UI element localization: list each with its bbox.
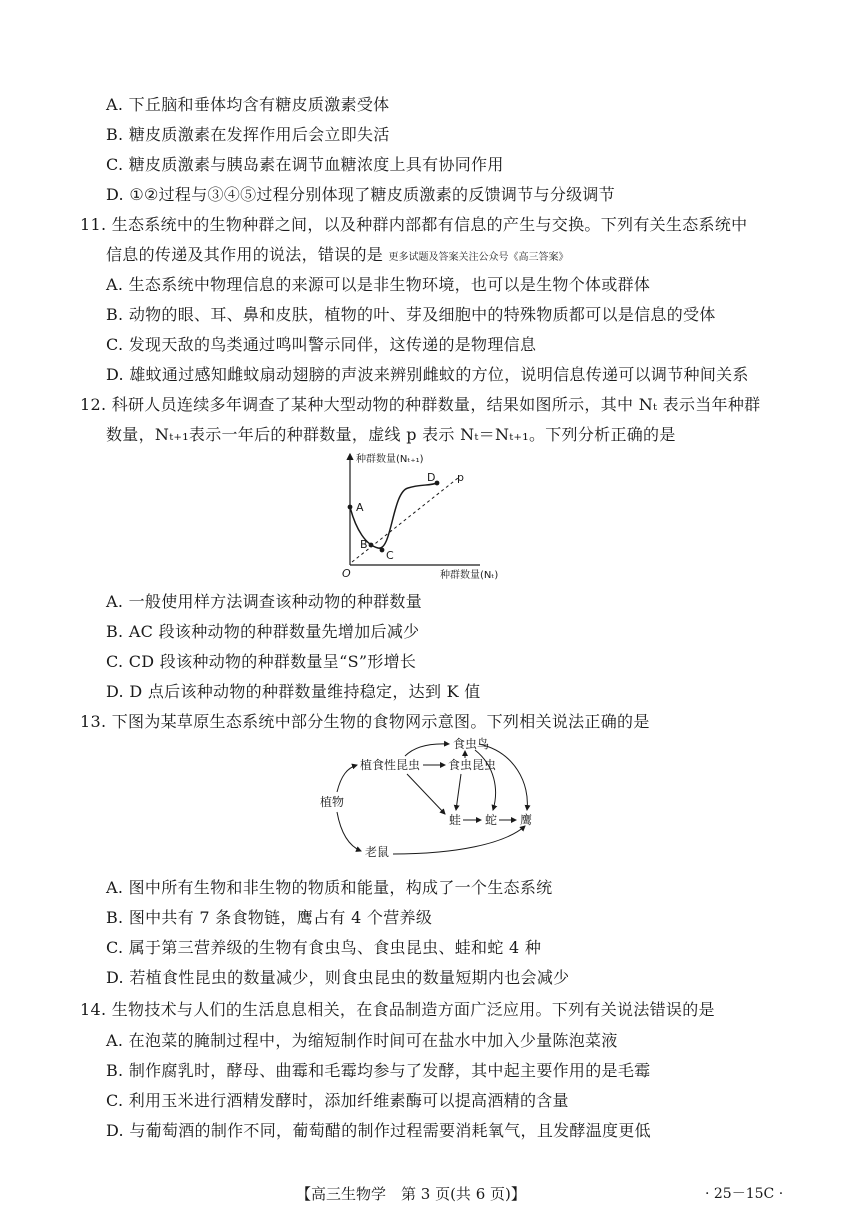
q10-option-c: C. 糖皮质激素与胰岛素在调节血糖浓度上具有协同作用	[106, 155, 504, 174]
node-frog: 蛙	[449, 813, 462, 827]
q10-option-b: B. 糖皮质激素在发挥作用后会立即失活	[106, 125, 390, 144]
page-footer-code: · 25－15C ·	[705, 1186, 784, 1202]
q12-stem-line2: 数量，Nₜ₊₁表示一年后的种群数量，虚线 p 表示 Nₜ＝Nₜ₊₁。下列分析正确的是	[106, 425, 676, 444]
q13-stem-line1: 13. 下图为某草原生态系统中部分生物的食物网示意图。下列相关说法正确的是	[80, 712, 650, 731]
node-insect-bird: 食虫鸟	[453, 737, 490, 751]
q11-stem-line1: 11. 生态系统中的生物种群之间，以及种群内部都有信息的产生与交换。下列有关生态系统中	[80, 215, 748, 234]
node-mouse: 老鼠	[365, 845, 390, 859]
x-axis-label: 种群数量(Nₜ)	[440, 570, 499, 581]
q10-option-d: D. ①②过程与③④⑤过程分别体现了糖皮质激素的反馈调节与分级调节	[106, 185, 616, 204]
point-b-dot	[369, 543, 374, 548]
node-eagle: 鹰	[520, 813, 533, 827]
q10-option-a: A. 下丘脑和垂体均含有糖皮质激素受体	[106, 95, 390, 114]
arrow-insecteater-frog	[456, 774, 461, 810]
point-d-label: D	[427, 471, 436, 484]
q11-option-a: A. 生态系统中物理信息的来源可以是非生物环境，也可以是生物个体或群体	[106, 275, 651, 294]
q14-option-c: C. 利用玉米进行酒精发酵时，添加纤维素酶可以提高酒精的含量	[106, 1091, 569, 1110]
q14-option-b: B. 制作腐乳时，酵母、曲霉和毛霉均参与了发酵，其中起主要作用的是毛霉	[106, 1061, 651, 1080]
q13-option-d: D. 若植食性昆虫的数量减少，则食虫昆虫的数量短期内也会减少	[106, 968, 570, 987]
q13-option-b: B. 图中共有 7 条食物链，鹰占有 4 个营养级	[106, 908, 433, 927]
q11-option-d: D. 雄蚊通过感知雌蚊扇动翅膀的声波来辨别雌蚊的方位，说明信息传递可以调节种间关系	[106, 365, 749, 384]
p-label: p	[457, 471, 464, 484]
arrow-plant-mouse	[337, 812, 361, 851]
q12-option-c: C. CD 段该种动物的种群数量呈“S”形增长	[106, 652, 417, 671]
q12-option-b: B. AC 段该种动物的种群数量先增加后减少	[106, 622, 420, 641]
q11-option-b: B. 动物的眼、耳、鼻和皮肤，植物的叶、芽及细胞中的特殊物质都可以是信息的受体	[106, 305, 716, 324]
arrow-herb-bird	[405, 744, 449, 756]
q12-option-a: A. 一般使用样方法调查该种动物的种群数量	[106, 592, 423, 611]
arrow-herb-frog	[407, 774, 445, 814]
p-line	[352, 478, 458, 562]
food-web-diagram	[315, 734, 555, 864]
point-a-label: A	[356, 501, 364, 514]
q11-stem-line2	[106, 245, 569, 268]
q11-stem-text: 信息的传递及其作用的说法，错误的是	[106, 245, 384, 264]
q11-ad-text: 更多试题及答案关注公众号《高三答案》	[388, 252, 569, 263]
q14-stem-line1: 14. 生物技术与人们的生活息息相关，在食品制造方面广泛应用。下列有关说法错误的是	[80, 1000, 715, 1019]
point-c-dot	[380, 548, 385, 553]
q12-stem-line1: 12. 科研人员连续多年调查了某种大型动物的种群数量，结果如图所示，其中 Nₜ 表示当年种群	[80, 395, 761, 414]
origin-label: O	[342, 567, 351, 580]
y-axis-label: 种群数量(Nₜ₊₁)	[356, 454, 424, 465]
population-graph	[330, 450, 530, 590]
arrow-plant-herb	[337, 765, 357, 792]
node-insect-eater: 食虫昆虫	[448, 758, 497, 772]
node-snake: 蛇	[485, 813, 498, 827]
q14-option-d: D. 与葡萄酒的制作不同，葡萄醋的制作过程需要消耗氧气，且发酵温度更低	[106, 1121, 651, 1140]
q11-option-c: C. 发现天敌的鸟类通过鸣叫警示同伴，这传递的是物理信息	[106, 335, 537, 354]
node-herb-insect: 植食性昆虫	[360, 758, 421, 772]
arrow-mouse-eagle	[393, 826, 525, 854]
point-c-label: C	[386, 549, 394, 562]
arrow-bird-eagle	[479, 744, 527, 810]
q13-option-a: A. 图中所有生物和非生物的物质和能量，构成了一个生态系统	[106, 878, 553, 897]
page-footer-title: 【高三生物学 第 3 页(共 6 页)】	[296, 1185, 526, 1203]
q14-option-a: A. 在泡菜的腌制过程中，为缩短制作时间可在盐水中加入少量陈泡菜液	[106, 1031, 618, 1050]
point-b-label: B	[360, 538, 368, 551]
q13-option-c: C. 属于第三营养级的生物有食虫鸟、食虫昆虫、蛙和蛇 4 种	[106, 938, 542, 957]
q12-option-d: D. D 点后该种动物的种群数量维持稳定，达到 K 值	[106, 682, 481, 701]
node-plant: 植物	[320, 795, 345, 809]
point-a-dot	[348, 505, 353, 510]
